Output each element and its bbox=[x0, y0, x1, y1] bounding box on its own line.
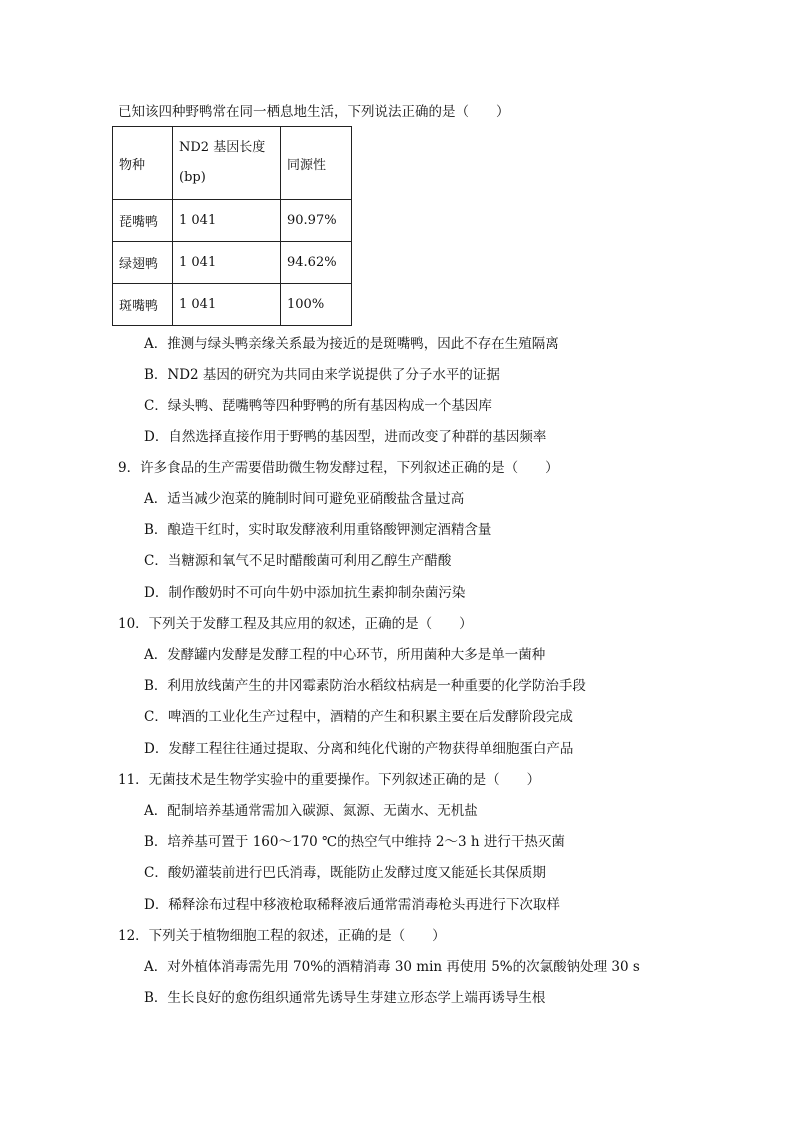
question-intro: 已知该四种野鸭常在同一栖息地生活，下列说法正确的是（ ） bbox=[118, 104, 510, 120]
q10-option-b: B．利用放线菌产生的井冈霉素防治水稻纹枯病是一种重要的化学防治手段 bbox=[144, 678, 586, 694]
cell-species: 绿翅鸭 bbox=[113, 242, 173, 284]
header-gene-length-line1: ND2 基因长度 bbox=[179, 140, 266, 155]
q10-option-d: D．发酵工程往往通过提取、分离和纯化代谢的产物获得单细胞蛋白产品 bbox=[144, 741, 574, 757]
q12-stem: 12．下列关于植物细胞工程的叙述，正确的是（ ） bbox=[118, 928, 446, 944]
q11-option-b: B．培养基可置于 160～170 ℃的热空气中维持 2～3 h 进行干热灭菌 bbox=[144, 834, 565, 850]
q11-stem: 11．无菌技术是生物学实验中的重要操作。下列叙述正确的是（ ） bbox=[118, 772, 541, 788]
cell-homology: 94.62% bbox=[281, 242, 352, 284]
gene-table bbox=[112, 126, 352, 326]
cell-homology: 90.97% bbox=[281, 200, 352, 242]
q8-option-b: B．ND2 基因的研究为共同由来学说提供了分子水平的证据 bbox=[144, 367, 500, 383]
q10-stem: 10．下列关于发酵工程及其应用的叙述，正确的是（ ） bbox=[118, 616, 473, 632]
cell-species: 斑嘴鸭 bbox=[113, 284, 173, 326]
cell-length: 1 041 bbox=[173, 200, 281, 242]
header-homology: 同源性 bbox=[281, 127, 352, 200]
q12-option-b: B．生长良好的愈伤组织通常先诱导生芽建立形态学上端再诱导生根 bbox=[144, 990, 546, 1006]
table-row bbox=[113, 200, 352, 242]
q11-option-a: A．配制培养基通常需加入碳源、氮源、无菌水、无机盐 bbox=[144, 803, 478, 819]
cell-length: 1 041 bbox=[173, 284, 281, 326]
q9-option-d: D．制作酸奶时不可向牛奶中添加抗生素抑制杂菌污染 bbox=[144, 585, 466, 601]
q9-option-c: C．当糖源和氧气不足时醋酸菌可利用乙醇生产醋酸 bbox=[144, 553, 452, 569]
cell-length: 1 041 bbox=[173, 242, 281, 284]
q9-stem: 9．许多食品的生产需要借助微生物发酵过程，下列叙述正确的是（ ） bbox=[118, 460, 559, 476]
q9-option-b: B．酿造干红时，实时取发酵液利用重铬酸钾测定酒精含量 bbox=[144, 522, 492, 538]
q8-option-d: D．自然选择直接作用于野鸭的基因型，进而改变了种群的基因频率 bbox=[144, 429, 547, 445]
header-gene-length bbox=[173, 127, 281, 200]
q12-option-a: A．对外植体消毒需先用 70%的酒精消毒 30 min 再使用 5%的次氯酸钠处理 30 s bbox=[144, 959, 640, 975]
q8-option-a: A．推测与绿头鸭亲缘关系最为接近的是斑嘴鸭，因此不存在生殖隔离 bbox=[144, 336, 559, 352]
header-species: 物种 bbox=[113, 127, 173, 200]
q11-option-d: D．稀释涂布过程中移液枪取稀释液后通常需消毒枪头再进行下次取样 bbox=[144, 897, 560, 913]
q10-option-c: C．啤酒的工业化生产过程中，酒精的产生和积累主要在后发酵阶段完成 bbox=[144, 709, 573, 725]
header-gene-length-line2: (bp) bbox=[179, 170, 206, 185]
table-row bbox=[113, 284, 352, 326]
table-header-row bbox=[113, 127, 352, 200]
q9-option-a: A．适当减少泡菜的腌制时间可避免亚硝酸盐含量过高 bbox=[144, 491, 465, 507]
q10-option-a: A．发酵罐内发酵是发酵工程的中心环节，所用菌种大多是单一菌种 bbox=[144, 647, 546, 663]
q8-option-c: C．绿头鸭、琵嘴鸭等四种野鸭的所有基因构成一个基因库 bbox=[144, 398, 492, 414]
q11-option-c: C．酸奶灌装前进行巴氏消毒，既能防止发酵过度又能延长其保质期 bbox=[144, 865, 546, 881]
cell-homology: 100% bbox=[281, 284, 352, 326]
table-row bbox=[113, 242, 352, 284]
cell-species: 琵嘴鸭 bbox=[113, 200, 173, 242]
